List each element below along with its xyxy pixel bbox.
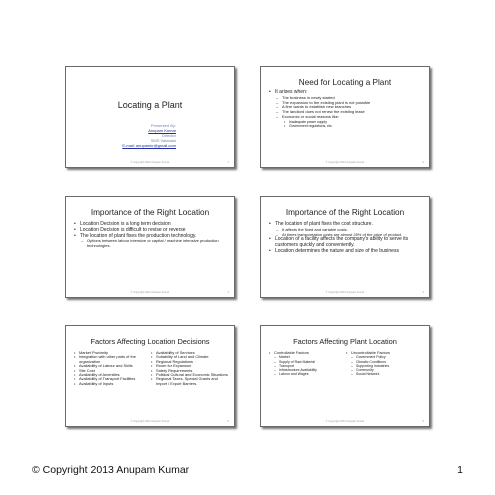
slide-number: 5 <box>227 420 229 423</box>
slide-number: 6 <box>422 420 424 423</box>
bullet-item: – Government Policy <box>346 355 423 359</box>
slide-footer: © Copyright 2013 Anupam Kumar <box>325 291 365 294</box>
left-column <box>74 351 151 386</box>
slide-footer: © Copyright 2013 Anupam Kumar <box>325 420 365 423</box>
slide-4-thumbnail[interactable] <box>260 196 430 298</box>
slide-body <box>269 90 423 128</box>
slide-3-thumbnail[interactable] <box>65 196 235 298</box>
bullet-item: – The expansion to the existing plant is not possible <box>269 101 423 106</box>
slide-title: Locating a Plant <box>117 100 183 110</box>
bullet-item: • Inadequate power supply <box>269 120 423 124</box>
presenter-institution: SMS Varanasi <box>150 138 176 143</box>
slide-title: Need for Locating a Plant <box>298 78 392 87</box>
slide-body <box>74 222 228 249</box>
bullet-item: – A firm wants to establish new branches <box>269 105 423 110</box>
slide-footer: © Copyright 2013 Anupam Kumar <box>130 420 170 423</box>
bullet-item: • Availability of Inputs <box>74 382 151 386</box>
slide-columns <box>269 351 423 376</box>
bullet-item: • Regional Regulations <box>151 360 228 364</box>
bullet-item: • Market Proximity <box>74 351 151 355</box>
bullet-item: • Safety Requirements <box>151 369 228 373</box>
left-column <box>269 351 346 376</box>
page-copyright: © Copyright 2013 Anupam Kumar <box>32 464 190 476</box>
presenter-label: Presented By: <box>150 123 176 128</box>
bullet-item: • Suitability of Land and Climate <box>151 355 228 359</box>
slide-title: Importance of the Right Location <box>285 208 405 217</box>
slide-number: 2 <box>422 161 424 164</box>
slide-1-thumbnail[interactable] <box>65 66 235 168</box>
bullet-item: – Transport <box>269 364 346 368</box>
bullet-item: • Location Decision is a long term decision <box>74 222 228 228</box>
presenter-name: Anupam Kumar <box>148 128 176 133</box>
presenter-role: Director <box>161 133 176 138</box>
bullet-item: – Market <box>269 355 346 359</box>
bullet-item: – Options between labour intensive or capital / machine intensive production technologies. <box>74 239 228 249</box>
slide-number: 1 <box>227 161 229 164</box>
bullet-item: – Economic or social reasons like: <box>269 115 423 120</box>
slide-footer: © Copyright 2013 Anupam Kumar <box>325 161 365 164</box>
bullet-item: • Location determines the nature and size of the business <box>269 249 423 255</box>
bullet-item: – Community <box>346 368 423 372</box>
bullet-item: – Supply of Raw Material <box>269 360 346 364</box>
bullet-item: – Labour and Wages <box>269 372 346 376</box>
presenter-email: E-mail: anupamkr@gmail.com <box>122 143 176 148</box>
bullet-item: • Regional Taxes, Special Grants and Import / Export Barriers. <box>151 377 228 386</box>
bullet-item: – Climatic Conditions <box>346 360 423 364</box>
page-number: 1 <box>457 464 463 476</box>
bullet-item: – The business in newly started <box>269 96 423 101</box>
bullet-item: • Location of a facility affects the company's ability to serve its customers quickly and conveniently. <box>269 237 423 249</box>
bullet-item: • Government regulations, etc. <box>269 124 423 128</box>
bullet-item: – It affects the fixed and variable costs. <box>269 228 423 233</box>
bullet-item: • Availability of Transport Facilities <box>74 377 151 381</box>
presenter-block <box>86 123 176 148</box>
slide-2-thumbnail[interactable] <box>260 66 430 168</box>
right-column <box>346 351 423 376</box>
bullet-item: • The location of plant fixes the cost structure. <box>269 222 423 228</box>
bullet-item: • The location of plant fixes the production technology. <box>74 234 228 240</box>
slide-columns <box>74 351 228 386</box>
bullet-item: • Political Cultural and Economic Situations <box>151 373 228 377</box>
bullet-item: – Supporting Industries <box>346 364 423 368</box>
bullet-item: – The landlord does not renew the existing lease <box>269 110 423 115</box>
slide-5-thumbnail[interactable] <box>65 325 235 427</box>
slide-title: Factors Affecting Plant Location <box>293 337 397 346</box>
bullet-item: • Uncontrollable Factors <box>346 351 423 355</box>
bullet-item: • Room for Expansion <box>151 364 228 368</box>
bullet-item: • Controllable Factors <box>269 351 346 355</box>
bullet-item: • Availability of Amenities <box>74 373 151 377</box>
slide-title: Importance of the Right Location <box>90 208 210 217</box>
slide-footer: © Copyright 2013 Anupam Kumar <box>130 291 170 294</box>
slide-6-thumbnail[interactable] <box>260 325 430 427</box>
slide-body <box>269 222 423 255</box>
right-column <box>151 351 228 386</box>
slide-footer: © Copyright 2013 Anupam Kumar <box>130 161 170 164</box>
bullet-item: – At times transportation costs are almost 25% of the price of product. <box>269 233 423 238</box>
bullet-item: • Availability of Labour and Skills <box>74 364 151 368</box>
bullet-item: • Integration with other parts of the organization <box>74 355 151 364</box>
slide-number: 3 <box>227 291 229 294</box>
slide-title: Factors Affecting Location Decisions <box>90 337 210 346</box>
bullet-item: • Site Cost <box>74 369 151 373</box>
bullet-item: • Availability of Services <box>151 351 228 355</box>
bullet-item: • Location Decision is difficult to revise or reverse <box>74 228 228 234</box>
slide-number: 4 <box>422 291 424 294</box>
bullet-item: – Infrastructure Availability <box>269 368 346 372</box>
bullet-item: – Social Network <box>346 372 423 376</box>
bullet-item: • It arises when: <box>269 90 423 96</box>
